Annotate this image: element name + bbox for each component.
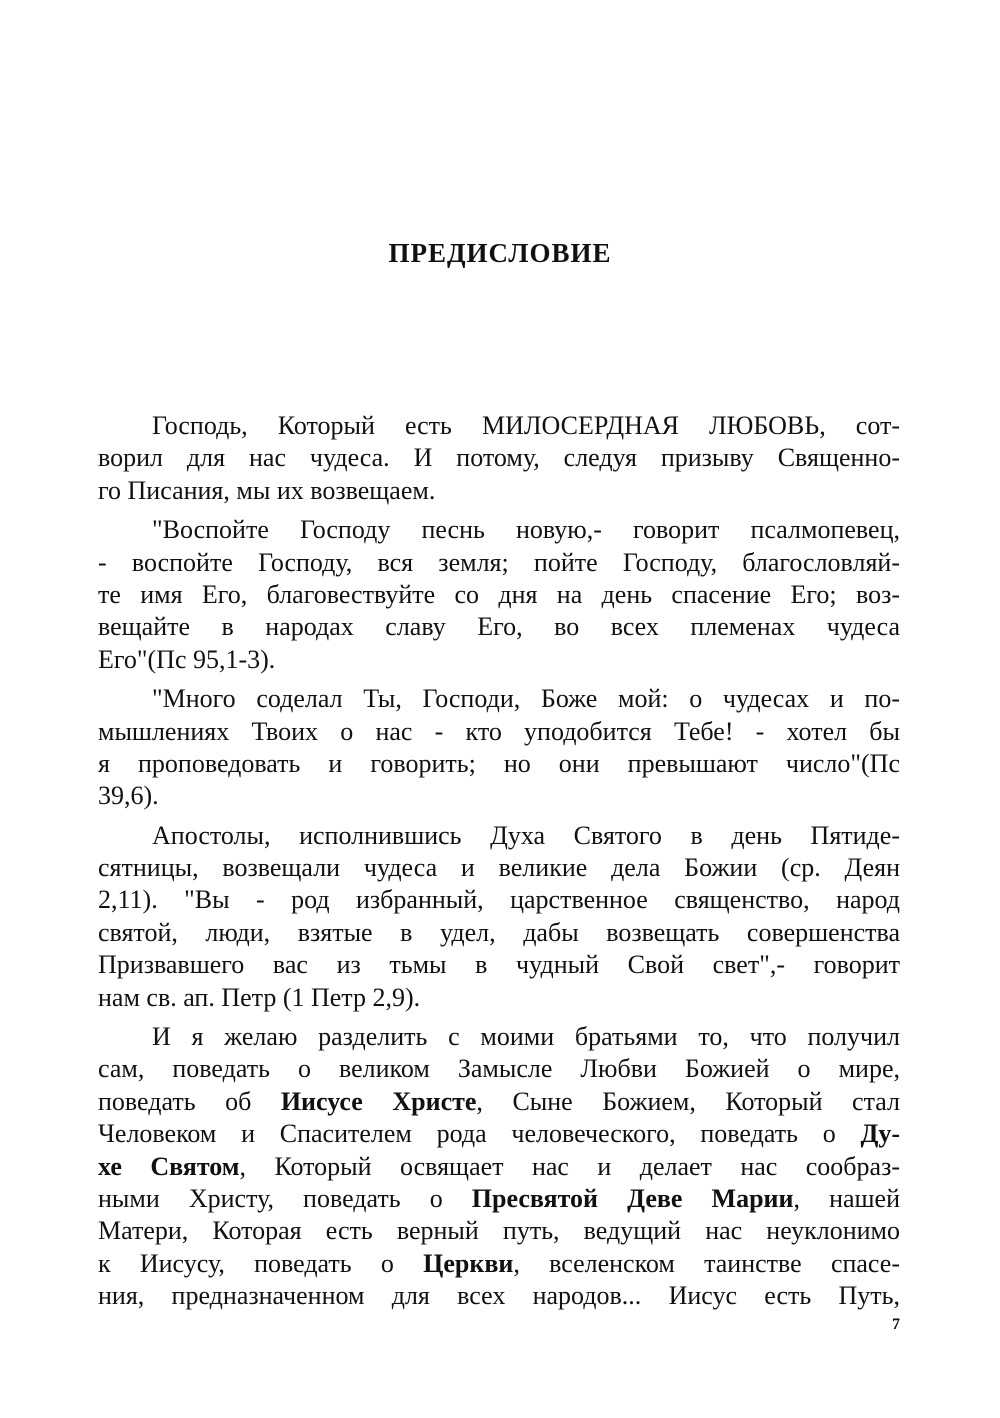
text-line: святой, люди, взятые в удел, дабы возвещать совершенства xyxy=(98,917,900,947)
text-line: мышлениях Твоих о нас - кто уподобится Тебе! - хотел бы xyxy=(98,716,900,746)
text-line: Апостолы, исполнившись Духа Святого в день Пятиде- xyxy=(152,820,900,850)
text-line: Призвавшего вас из тьмы в чудный Свой свет",- говорит xyxy=(98,950,900,980)
paragraph xyxy=(98,683,900,813)
paragraph xyxy=(98,820,900,1014)
text-line: сятницы, возвещали чудеса и великие дела Божии (ср. Деян xyxy=(98,853,900,883)
text-run: ными Христу, поведать о xyxy=(98,1183,472,1213)
text-line: го Писания, мы их возвещаем. xyxy=(98,475,436,505)
text-line xyxy=(98,1248,900,1280)
text-line xyxy=(98,1086,900,1118)
text-line: ворил для нас чудеса. И потому, следуя призыву Священно- xyxy=(98,443,900,473)
paragraph xyxy=(98,1021,900,1313)
text-line: Его"(Пс 95,1-3). xyxy=(98,644,276,674)
text-line: Господь, Который есть МИЛОСЕРДНАЯ ЛЮБОВЬ, сот- xyxy=(152,411,900,440)
text-line: - воспойте Господу, вся земля; пойте Господу, благословляй- xyxy=(98,547,900,577)
page-number: 7 xyxy=(892,1316,900,1333)
text-run: Человеком и Спасителем рода человеческого, поведать о xyxy=(98,1119,861,1149)
text-run: , вселенском таинстве спасе- xyxy=(513,1248,900,1278)
text-line xyxy=(98,1183,900,1215)
bold-name: Ду- xyxy=(860,1119,900,1149)
bold-name: Пресвятой Деве Марии xyxy=(471,1183,794,1213)
text-line: И я желаю разделить с моими братьями то, что получил xyxy=(152,1022,900,1052)
text-run: поведать об xyxy=(98,1086,281,1116)
paragraph xyxy=(98,514,900,676)
text-line: Матери, Которая есть верный путь, ведущий нас неуклонимо xyxy=(98,1216,900,1246)
text-line xyxy=(98,1151,900,1183)
text-line: нам св. ап. Петр (1 Петр 2,9). xyxy=(98,982,421,1012)
text-line: ния, предназначенном для всех народов... Иисус есть Путь, xyxy=(98,1281,900,1311)
body-text xyxy=(98,410,900,1313)
text-line: вещайте в народах славу Его, во всех племенах чудеса xyxy=(98,612,900,642)
paragraph xyxy=(98,410,900,507)
text-run: , Сыне Божием, Который стал xyxy=(476,1086,900,1116)
text-line: те имя Его, благовествуйте со дня на день спасение Его; воз- xyxy=(98,579,900,609)
bold-name: Церкви xyxy=(423,1248,514,1278)
text-run: , нашей xyxy=(793,1183,900,1213)
text-run: , Который освящает нас и делает нас сообраз- xyxy=(239,1151,900,1181)
text-line: я проповедовать и говорить; но они превышают число"(Пс xyxy=(98,748,900,778)
text-run: к Иисусу, поведать о xyxy=(98,1248,424,1278)
text-line: "Воспойте Господу песнь новую,- говорит псалмопевец, xyxy=(152,515,900,545)
page-title: ПРЕДИСЛОВИЕ xyxy=(388,238,612,268)
text-line: 39,6). xyxy=(98,781,159,811)
text-line: сам, поведать о великом Замысле Любви Божией о мире, xyxy=(98,1054,900,1084)
bold-name: хе Святом xyxy=(98,1151,240,1181)
text-line: 2,11). "Вы - род избранный, царственное священство, народ xyxy=(98,885,900,915)
bold-name: Иисусе Христе xyxy=(280,1086,477,1116)
text-line: "Много соделал Ты, Господи, Боже мой: о чудесах и по- xyxy=(152,684,900,714)
text-line xyxy=(98,1118,900,1150)
